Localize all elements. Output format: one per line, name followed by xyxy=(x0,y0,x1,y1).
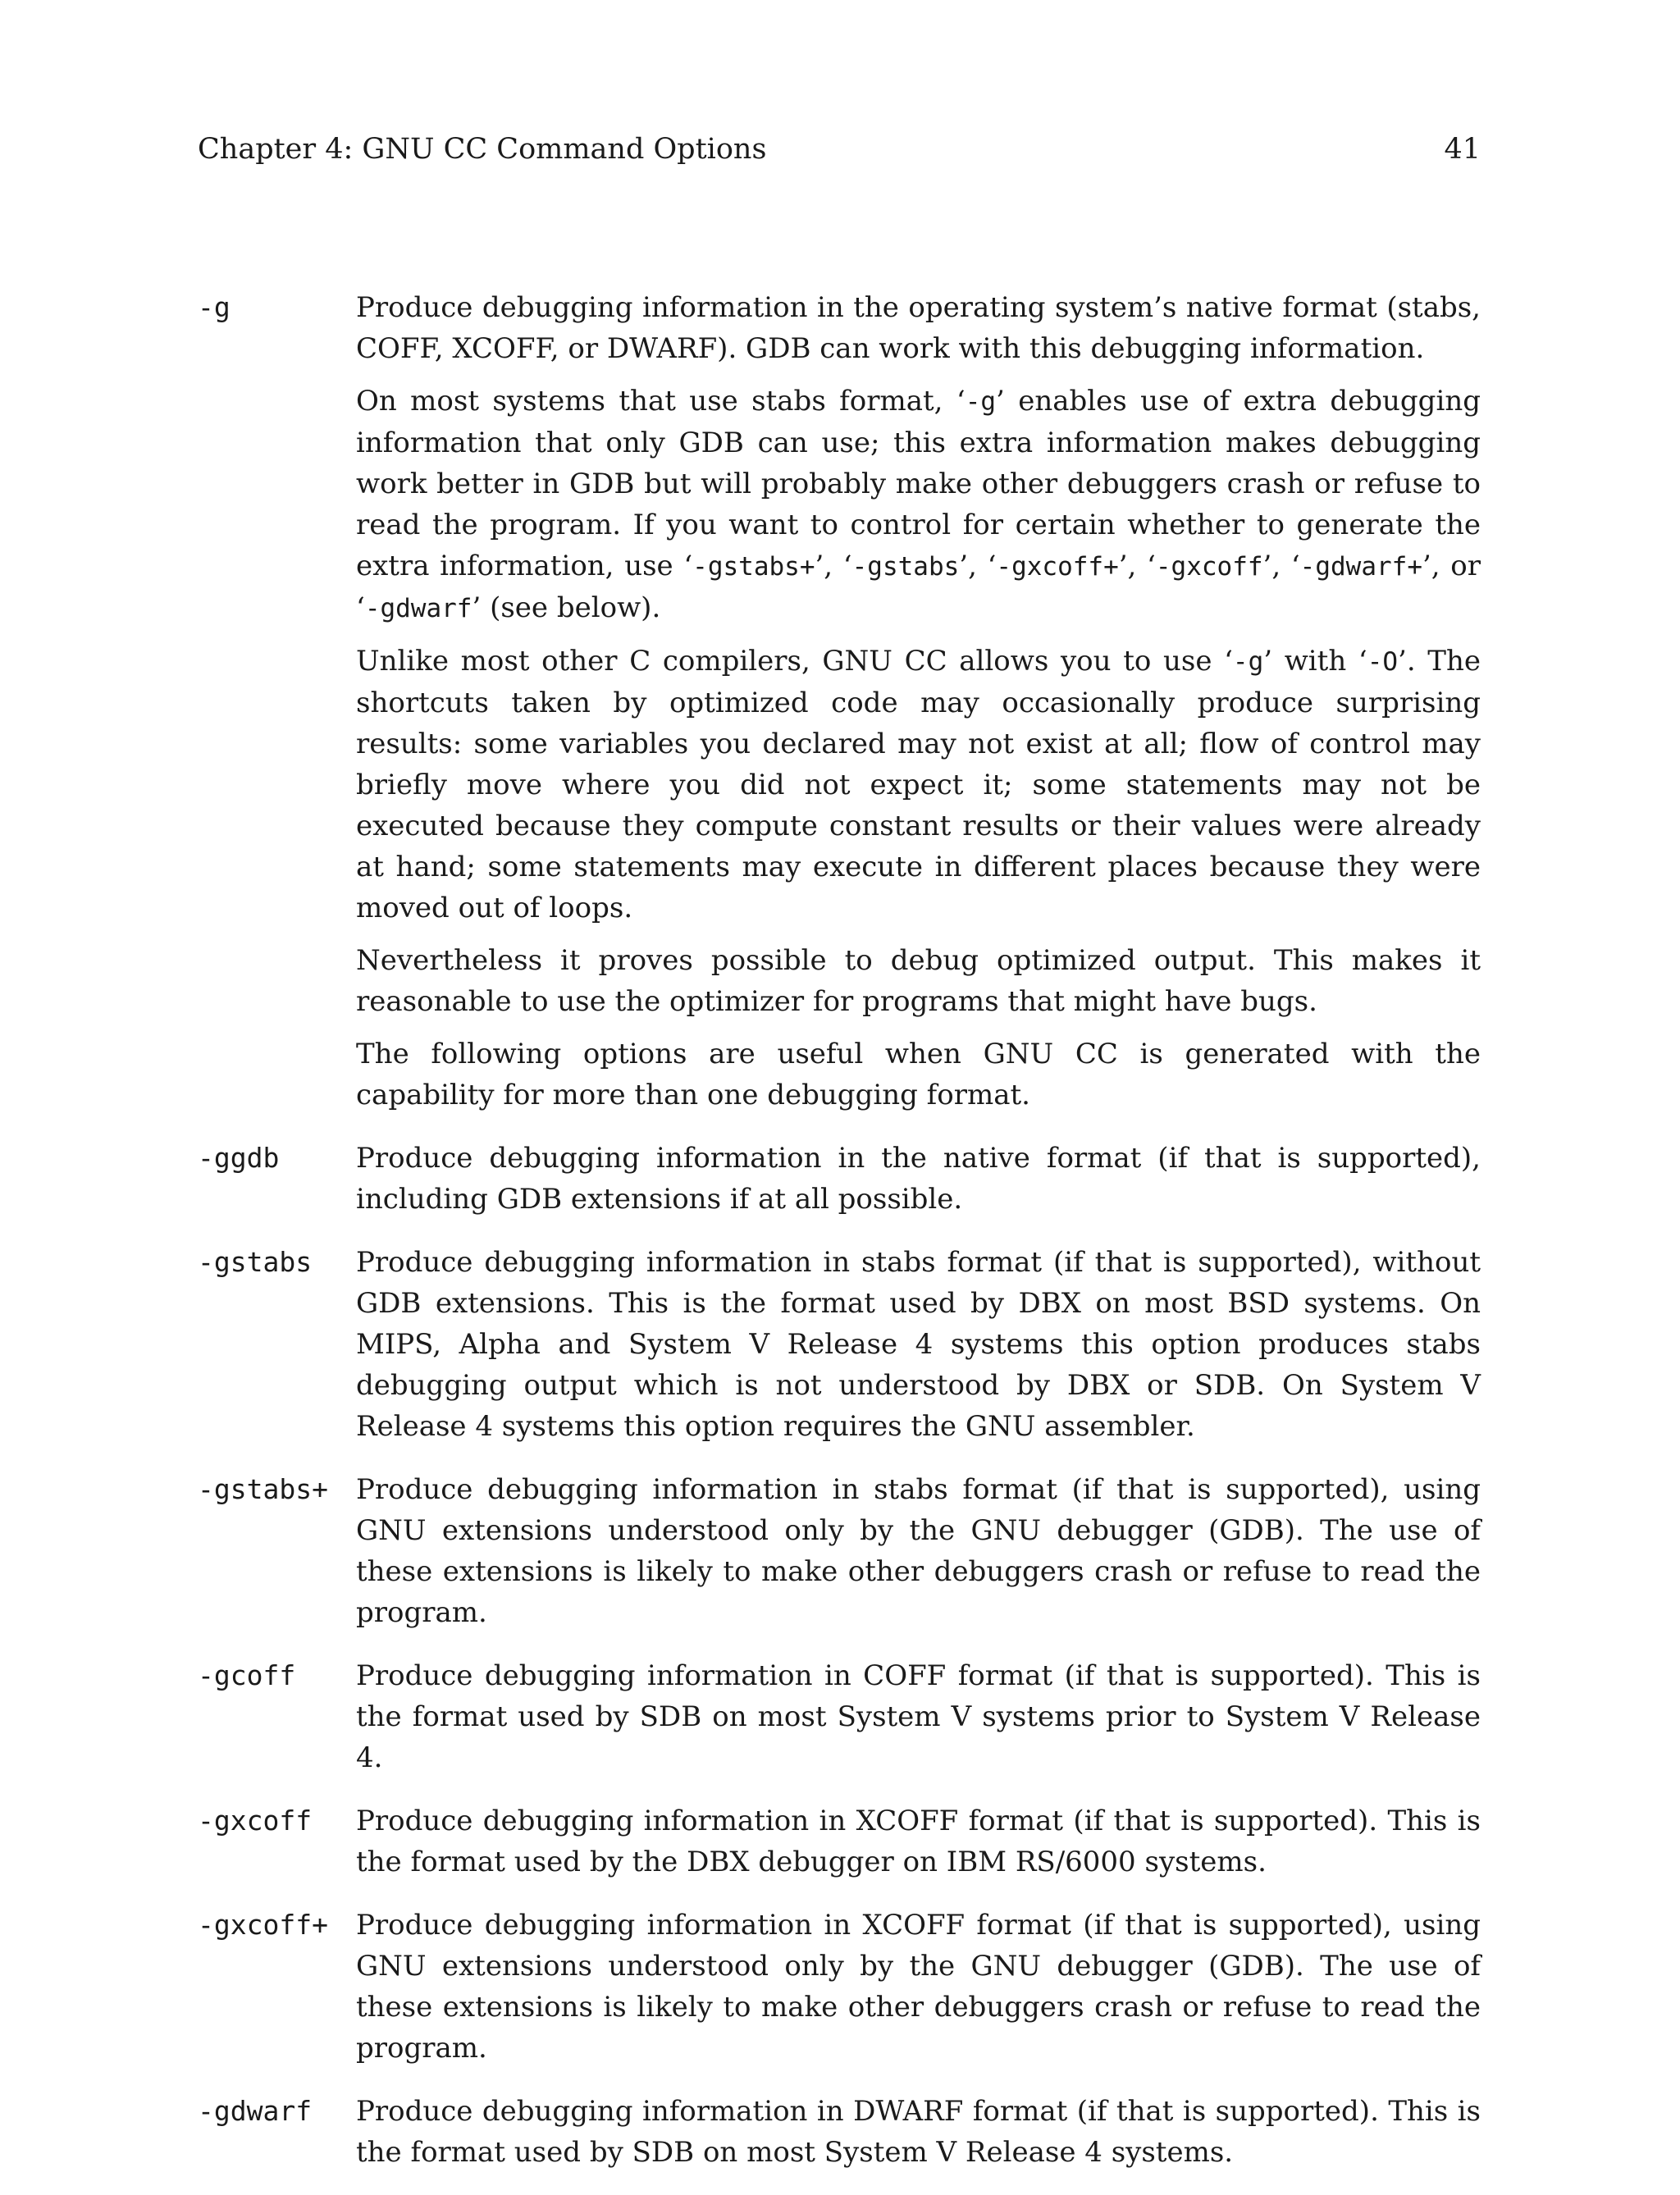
paragraph: The following options are useful when GNU CC is generated with the capability for more than one debugging format. xyxy=(356,1038,1481,1111)
option-entry-g xyxy=(198,287,1481,1116)
option-name: -gxcoff+ xyxy=(198,1909,328,1941)
paragraph: Produce debugging information in stabs format (if that is supported), without GDB extensions. This is the format used by DBX on most BSD systems. On MIPS, Alpha and System V Release 4 systems this option produces stabs debugging output which is not understood by DBX or SDB. On System V Release 4 systems this option requires the GNU assembler. xyxy=(356,1246,1481,1443)
option-entry-ggdb xyxy=(198,1138,1481,1220)
paragraph: Produce debugging information in DWARF format (if that is supported). This is the format used by SDB on most System V Release 4 systems. xyxy=(356,2095,1481,2169)
option-entry-gxcoff-plus xyxy=(198,1905,1481,2069)
option-description xyxy=(356,1655,1481,1778)
option-entry-gcoff xyxy=(198,1655,1481,1778)
option-description xyxy=(356,1242,1481,1447)
inline-code: -gxcoff xyxy=(1155,552,1263,582)
paragraph: Produce debugging information in COFF format (if that is supported). This is the format used by SDB on most System V systems prior to System V Release 4. xyxy=(356,1659,1481,1774)
paragraph: Produce debugging information in XCOFF format (if that is supported), using GNU extensions understood only by the GNU debugger (GDB). The use of these extensions is likely to make other debuggers crash or refuse to read the program. xyxy=(356,1909,1481,2065)
option-description xyxy=(356,1138,1481,1220)
paragraph: Produce debugging information in the operating system’s native format (stabs, COFF, XCOFF, or DWARF). GDB can work with this debugging information. xyxy=(356,291,1481,365)
option-name: -g xyxy=(198,291,231,323)
paragraph: On most systems that use stabs format, ‘-g’ enables use of extra debugging information that only GDB can use; this extra information makes debugging work better in GDB but will probably make other debuggers crash or refuse to read the program. If you want to control for certain whether to generate the extra information, use ‘-gstabs+’, ‘-gstabs’, ‘-gxcoff+’, ‘-gxcoff’, ‘-gdwarf+’, or ‘-gdwarf’ (see below). xyxy=(356,385,1481,624)
option-name: -gstabs+ xyxy=(198,1473,328,1505)
option-entry-gxcoff xyxy=(198,1800,1481,1882)
page-number: 41 xyxy=(1444,133,1481,166)
option-name: -gcoff xyxy=(198,1659,296,1691)
option-description xyxy=(356,2091,1481,2173)
inline-code: -gxcoff+ xyxy=(996,552,1119,582)
inline-code: -gstabs+ xyxy=(692,552,815,582)
option-name: -gxcoff xyxy=(198,1805,313,1837)
inline-code: -gdwarf xyxy=(364,594,472,623)
option-entry-gstabs-plus xyxy=(198,1469,1481,1633)
option-entry-gdwarf xyxy=(198,2091,1481,2173)
page-header xyxy=(198,130,1481,169)
chapter-title: Chapter 4: GNU CC Command Options xyxy=(198,133,767,166)
inline-code: -g xyxy=(1232,647,1264,677)
paragraph: Nevertheless it proves possible to debug optimized output. This makes it reasonable to use the optimizer for programs that might have bugs. xyxy=(356,944,1481,1018)
paragraph: Unlike most other C compilers, GNU CC allows you to use ‘-g’ with ‘-O’. The shortcuts taken by optimized code may occasionally produce surprising results: some variables you declared may not exist at all; flow of control may briefly move where you did not expect it; some statements may not be executed because they compute constant results or their values were already at hand; some statements may execute in different places because they were moved out of loops. xyxy=(356,645,1481,924)
option-name: -ggdb xyxy=(198,1142,280,1174)
option-list xyxy=(198,287,1481,2195)
option-description xyxy=(356,1905,1481,2069)
option-description xyxy=(356,1469,1481,1633)
inline-code: -gdwarf+ xyxy=(1299,552,1422,582)
paragraph: Produce debugging information in the native format (if that is supported), including GDB extensions if at all possible. xyxy=(356,1142,1481,1216)
option-name: -gstabs xyxy=(198,1246,313,1278)
option-description xyxy=(356,1800,1481,1882)
inline-code: -O xyxy=(1367,647,1399,677)
inline-code: -gstabs xyxy=(851,552,960,582)
option-description xyxy=(356,287,1481,1116)
paragraph: Produce debugging information in stabs format (if that is supported), using GNU extensions understood only by the GNU debugger (GDB). The use of these extensions is likely to make other debuggers crash or refuse to read the program. xyxy=(356,1473,1481,1629)
option-name: -gdwarf xyxy=(198,2095,313,2127)
option-entry-gstabs xyxy=(198,1242,1481,1447)
paragraph: Produce debugging information in XCOFF format (if that is supported). This is the format used by the DBX debugger on IBM RS/6000 systems. xyxy=(356,1805,1481,1878)
inline-code: -g xyxy=(965,387,997,417)
